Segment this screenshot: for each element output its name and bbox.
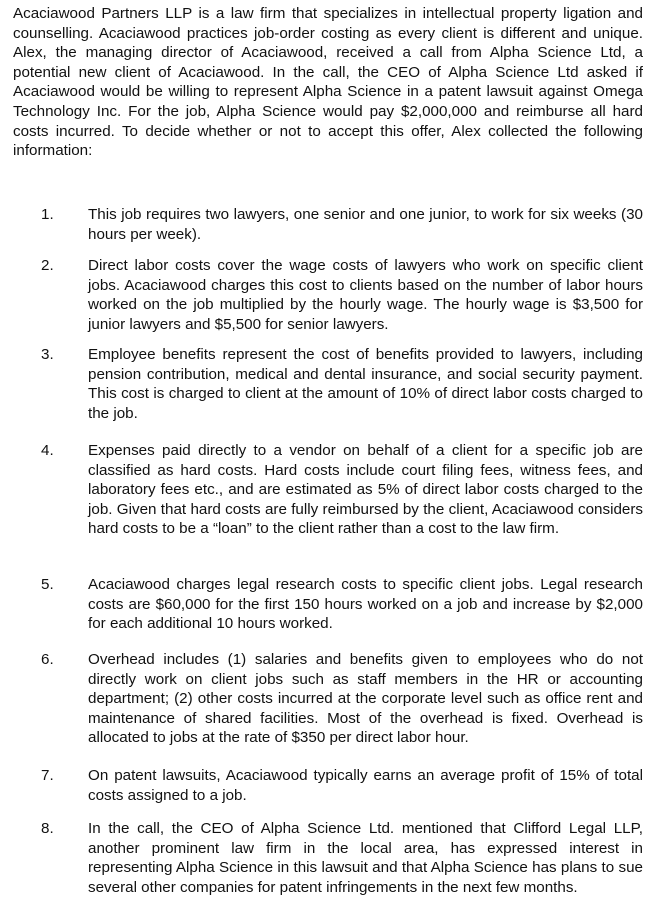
list-item-number: 2. xyxy=(41,257,54,274)
list-item-number: 8. xyxy=(41,820,54,837)
list-item-text: In the call, the CEO of Alpha Science Ltd. mentioned that Clifford Legal LLP, another prominent law firm in the local area, has expressed interest in representing Alpha Science in this lawsuit and that Alpha Science has plans to sue several other companies for patent infringements in the next few months. xyxy=(88,820,643,896)
list-item-number: 3. xyxy=(41,346,54,363)
list-item-number: 1. xyxy=(41,206,54,223)
list-item-text: Acaciawood charges legal research costs to specific client jobs. Legal research costs are $60,000 for the first 150 hours worked on a job and increase by $2,000 for each additional 10 hours worked. xyxy=(88,576,643,633)
list-item-text: On patent lawsuits, Acaciawood typically earns an average profit of 15% of total costs assigned to a job. xyxy=(88,767,643,804)
list-item-number: 7. xyxy=(41,767,54,784)
list-item-text: Direct labor costs cover the wage costs of lawyers who work on specific client jobs. Acaciawood charges this cost to clients based on the number of labor hours worked on the job multiplied by the hourly wage. The hourly wage is $3,500 for junior lawyers and $5,500 for senior lawyers. xyxy=(88,257,643,333)
list-item-number: 6. xyxy=(41,651,54,668)
list-item-text: This job requires two lawyers, one senior and one junior, to work for six weeks (30 hours per week). xyxy=(88,206,643,243)
intro-paragraph: Acaciawood Partners LLP is a law firm that specializes in intellectual property ligation and counselling. Acaciawood practices job-order costing as every client is different and unique. Alex, the managing director of Acaciawood, received a call from Alpha Science Ltd, a potential new client of Acaciawood. In the call, the CEO of Alpha Science Ltd asked if Acaciawood would be willing to represent Alpha Science in a patent lawsuit against Omega Technology Inc. For the job, Alpha Science would pay $2,000,000 and reimburse all hard costs incurred. To decide whether or not to accept this offer, Alex collected the following information: xyxy=(13,5,643,160)
list-item-number: 4. xyxy=(41,442,54,459)
list-item-number: 5. xyxy=(41,576,54,593)
list-item-text: Overhead includes (1) salaries and benefits given to employees who do not directly work on client jobs such as staff members in the HR or accounting department; (2) other costs incurred at the corporate level such as office rent and maintenance of shared facilities. Most of the overhead is fixed. Overhead is allocated to jobs at the rate of $350 per direct labor hour. xyxy=(88,651,643,747)
list-item-text: Expenses paid directly to a vendor on behalf of a client for a specific job are classified as hard costs. Hard costs include court filing fees, witness fees, and laboratory fees etc., and are estimated as 5% of direct labor costs charged to the job. Given that hard costs are fully reimbursed by the client, Acaciawood considers hard costs to be a “loan” to the client rather than a cost to the law firm. xyxy=(88,442,643,538)
list-item-text: Employee benefits represent the cost of benefits provided to lawyers, including pension contribution, medical and dental insurance, and social security payment. This cost is charged to client at the amount of 10% of direct labor costs charged to the job. xyxy=(88,346,643,422)
